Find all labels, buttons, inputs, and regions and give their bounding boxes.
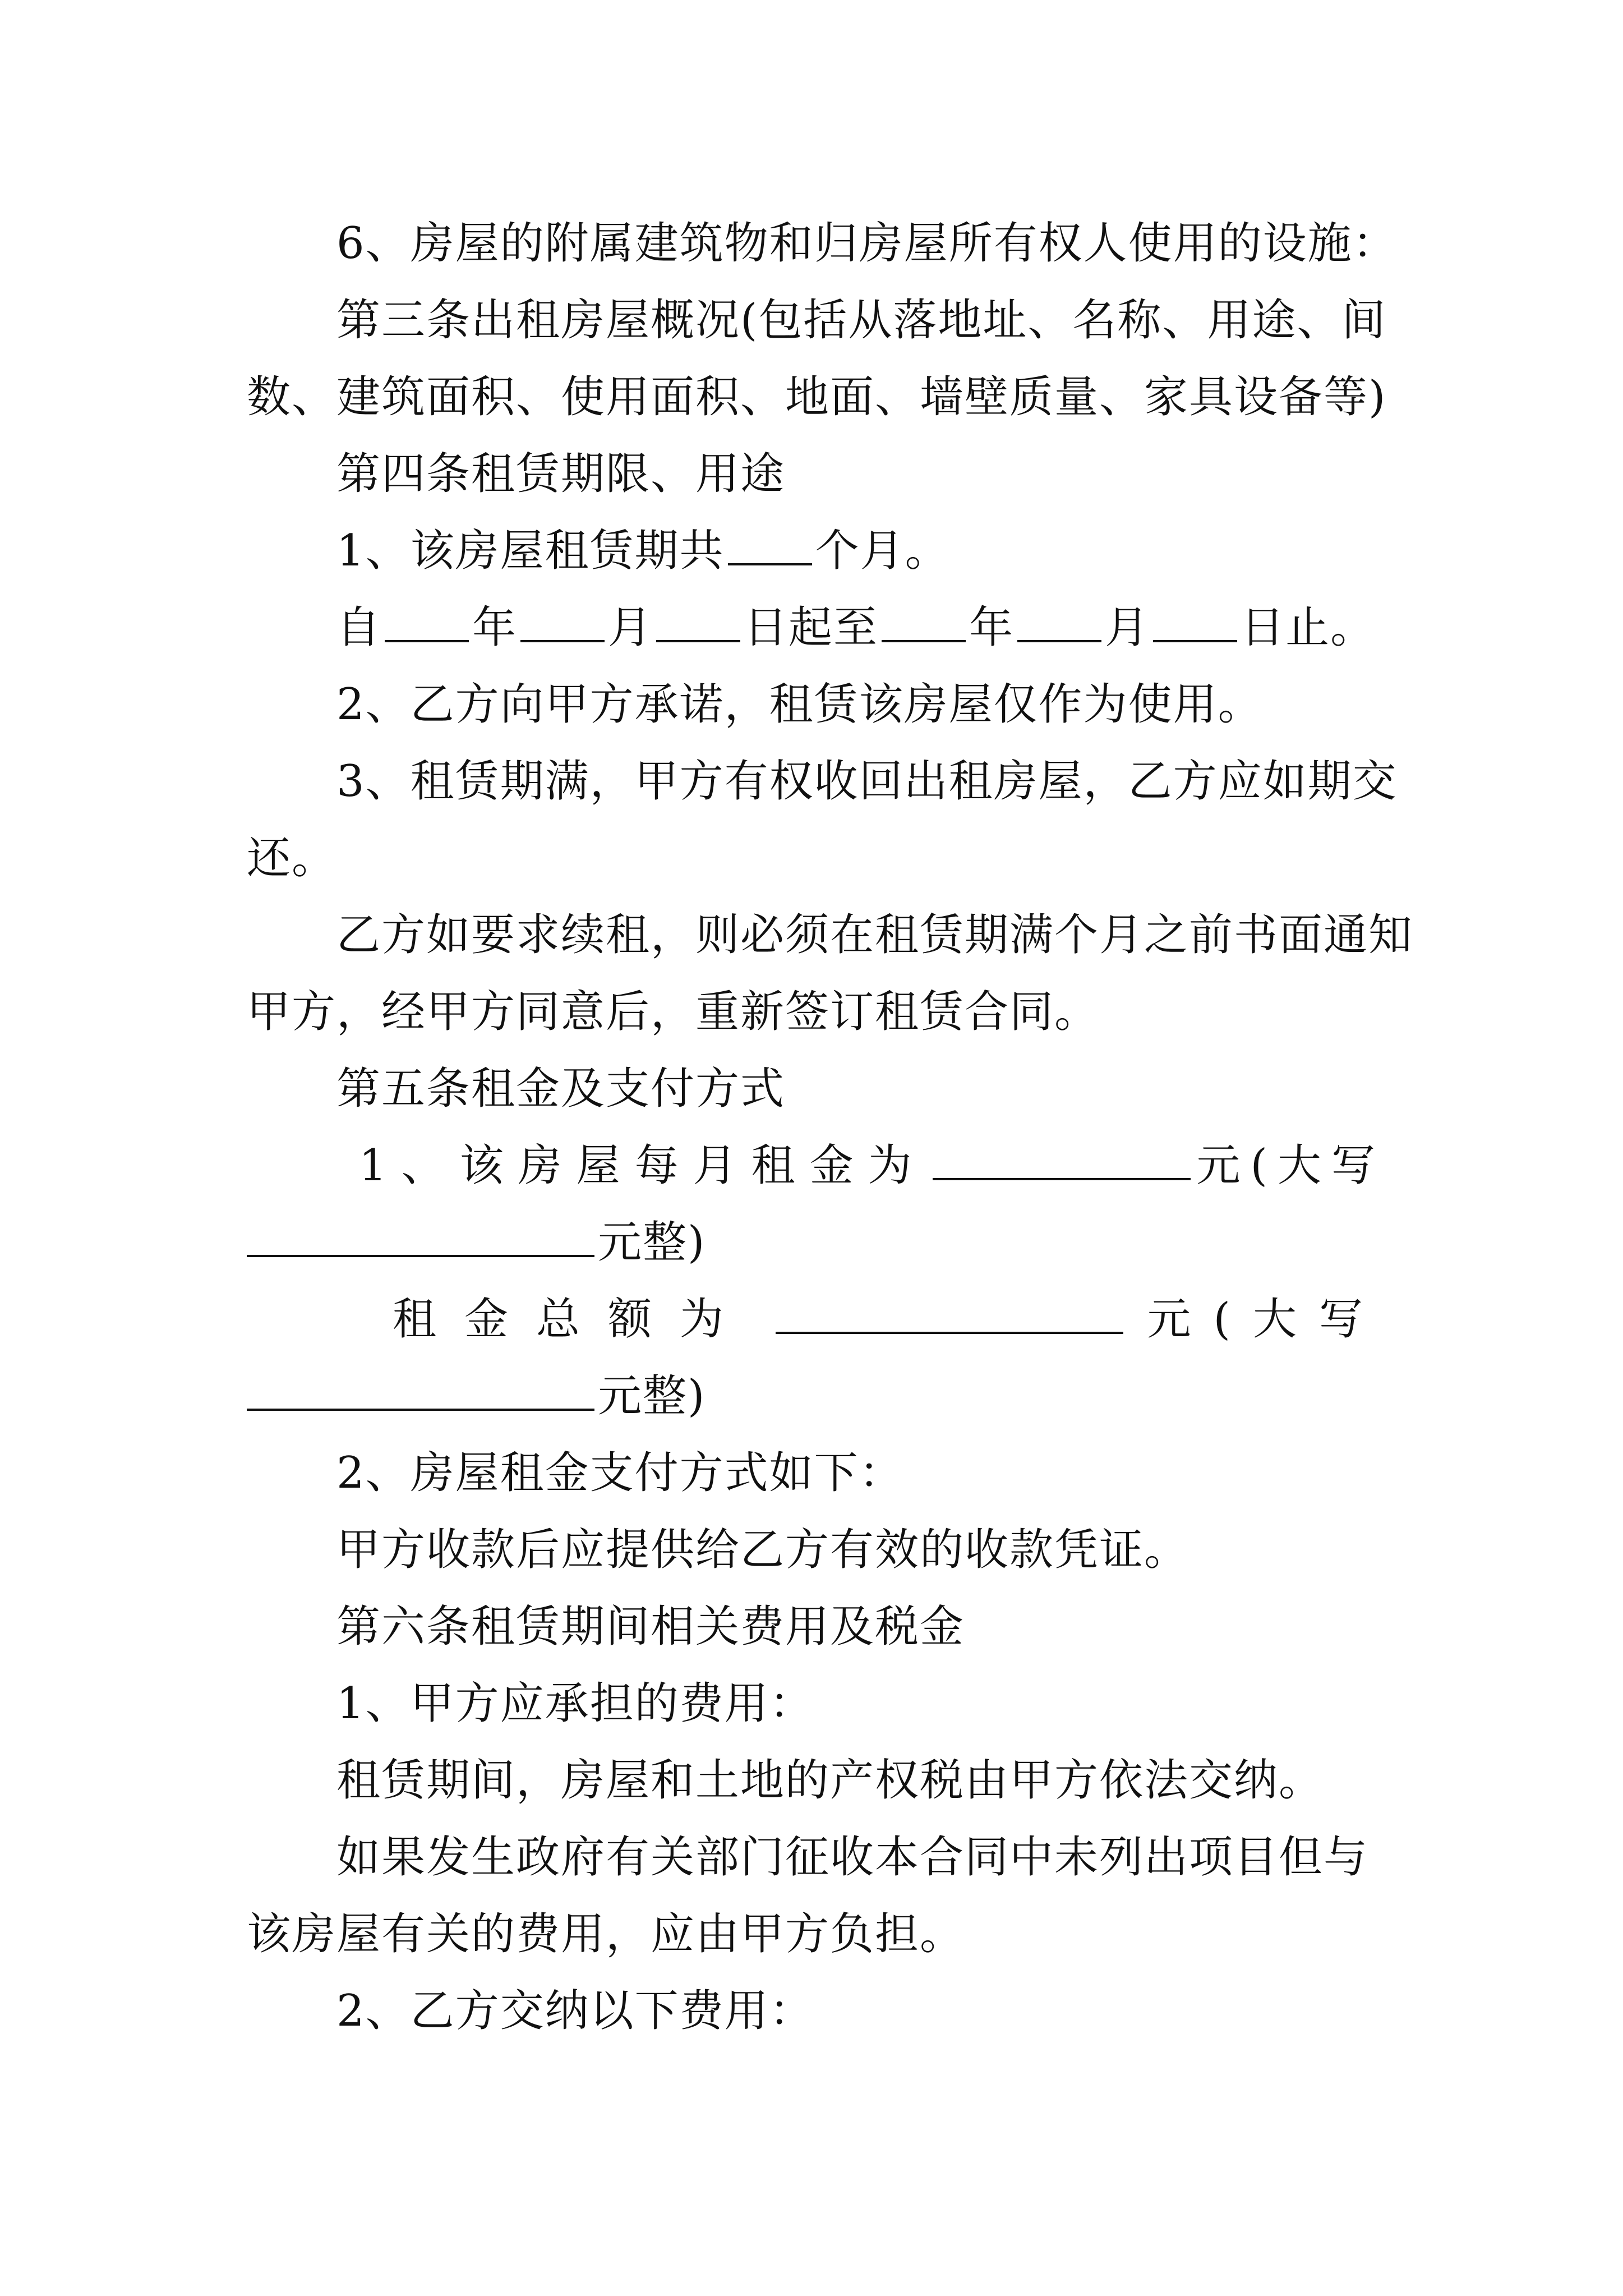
renewal-line-1 bbox=[336, 908, 1414, 962]
blank-field[interactable] bbox=[882, 601, 966, 642]
clause-4-2 bbox=[336, 678, 1385, 731]
lease-date-range bbox=[336, 601, 1385, 655]
government-fees-line-2 bbox=[247, 1907, 1385, 1961]
text: 1、该房屋租赁期共 bbox=[336, 526, 725, 576]
text: 月 bbox=[608, 602, 653, 653]
text: 2、乙方交纳以下费用： bbox=[336, 1986, 814, 2036]
blank-field[interactable] bbox=[520, 601, 605, 642]
blank-field[interactable] bbox=[656, 601, 740, 642]
text: 甲方，经甲方同意后，重新签订租赁合同。 bbox=[247, 987, 1100, 1037]
blank-field[interactable] bbox=[385, 601, 469, 642]
text: 月 bbox=[1105, 602, 1150, 653]
text: 元整) bbox=[598, 1217, 706, 1268]
renewal-line-2 bbox=[247, 985, 1385, 1039]
article-3-line-2 bbox=[247, 370, 1385, 424]
government-fees-line-1 bbox=[336, 1830, 1385, 1884]
text: 数、建筑面积、使用面积、地面、墙壁质量、家具设备等) bbox=[247, 372, 1387, 422]
text: 2、乙方向甲方承诺，租赁该房屋仅作为使用。 bbox=[336, 679, 1263, 730]
text: 日起至 bbox=[744, 602, 879, 653]
text: 元(大写 bbox=[1196, 1140, 1385, 1191]
text: 租金总额为 bbox=[393, 1294, 752, 1345]
blank-field[interactable] bbox=[247, 1216, 594, 1257]
text: 乙方如要求续租，则必须在租赁期满个月之前书面通知 bbox=[336, 910, 1414, 960]
clause-4-3-line-1 bbox=[336, 754, 1398, 808]
receipt-clause bbox=[336, 1523, 1385, 1577]
property-tax-clause bbox=[336, 1754, 1385, 1807]
article-3-line-1 bbox=[336, 293, 1385, 347]
text: 如果发生政府有关部门征收本合同中未列出项目但与 bbox=[336, 1832, 1369, 1883]
article-4-heading bbox=[336, 447, 1385, 501]
text: 第五条租金及支付方式 bbox=[336, 1064, 786, 1114]
total-rent-line bbox=[393, 1292, 1385, 1346]
text: 第三条出租房屋概况(包括从落地址、名称、用途、间 bbox=[336, 295, 1387, 346]
clause-6-1 bbox=[336, 1677, 1385, 1731]
article-6-heading bbox=[336, 1600, 1385, 1654]
text: 租赁期间，房屋和土地的产权税由甲方依法交纳。 bbox=[336, 1755, 1324, 1806]
article-5-heading bbox=[336, 1062, 1385, 1116]
text: 元(大写 bbox=[1147, 1294, 1385, 1345]
text: 1、甲方应承担的费用： bbox=[336, 1678, 814, 1729]
clause-5-2 bbox=[336, 1446, 1385, 1500]
text: 元整) bbox=[598, 1371, 706, 1421]
clause-4-3-line-2 bbox=[247, 831, 1385, 885]
blank-field[interactable] bbox=[933, 1139, 1191, 1180]
monthly-rent-uppercase bbox=[247, 1216, 1385, 1269]
clause-6-ancillary bbox=[336, 217, 1398, 270]
text: 自 bbox=[336, 602, 382, 653]
clause-6-2 bbox=[336, 1984, 1385, 2038]
text: 个月。 bbox=[815, 526, 950, 576]
text: 年 bbox=[472, 602, 518, 653]
lease-term-months bbox=[336, 524, 1385, 578]
text: 第六条租赁期间相关费用及税金 bbox=[336, 1602, 965, 1652]
blank-field[interactable] bbox=[247, 1369, 594, 1411]
text: 6、房屋的附属建筑物和归房屋所有权人使用的设施： bbox=[336, 218, 1398, 269]
monthly-rent-line bbox=[359, 1139, 1385, 1193]
blank-field[interactable] bbox=[1153, 601, 1237, 642]
blank-field[interactable] bbox=[776, 1292, 1123, 1334]
total-rent-uppercase bbox=[247, 1369, 1385, 1423]
text: 还。 bbox=[247, 833, 337, 884]
text: 甲方收款后应提供给乙方有效的收款凭证。 bbox=[336, 1525, 1189, 1575]
text: 该房屋有关的费用，应由甲方负担。 bbox=[247, 1909, 965, 1959]
text: 2、房屋租金支付方式如下： bbox=[336, 1448, 904, 1498]
text: 1、该房屋每月租金为 bbox=[359, 1140, 926, 1191]
text: 第四条租赁期限、用途 bbox=[336, 449, 786, 499]
text: 3、租赁期满，甲方有权收回出租房屋，乙方应如期交 bbox=[336, 756, 1398, 807]
blank-field[interactable] bbox=[1017, 601, 1101, 642]
blank-field[interactable] bbox=[728, 524, 812, 565]
text: 日止。 bbox=[1241, 602, 1376, 653]
text: 年 bbox=[969, 602, 1015, 653]
